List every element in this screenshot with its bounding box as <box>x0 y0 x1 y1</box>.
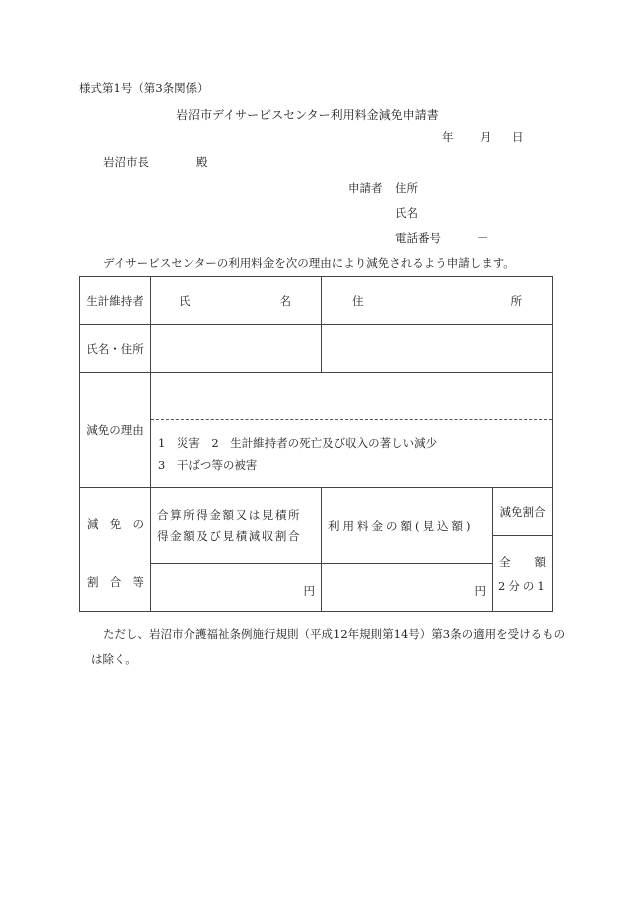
document-title: 岩沼市デイサービスセンター利用料金減免申請書 <box>176 108 439 122</box>
rate-label-char-1: 減 <box>87 517 99 531</box>
address-header-char-2: 所 <box>510 293 522 308</box>
reason-row <box>80 373 553 488</box>
rate-half[interactable]: 2分の1 <box>498 578 548 593</box>
phone-separator: － <box>477 231 489 245</box>
applicant-name-label: 氏名 <box>395 206 418 220</box>
rate-value-row <box>80 564 553 612</box>
income-header-line-2: 得金額及び見積減収割合 <box>157 528 302 543</box>
supporter-label-cell <box>80 277 151 325</box>
rate-label-char-6: 等 <box>132 575 144 589</box>
rate-options-cell <box>493 536 553 612</box>
fee-yen: 円 <box>474 584 486 598</box>
rate-label-char-4: 割 <box>87 575 99 589</box>
reason-input[interactable] <box>151 373 552 419</box>
form-number: 様式第1号（第3条関係） <box>79 81 209 95</box>
rate-label-cell <box>80 488 151 612</box>
rate-label-char-3: の <box>132 517 144 531</box>
addressee-honorific: 殿 <box>196 155 208 169</box>
income-yen: 円 <box>303 584 315 598</box>
rate-full-char-2: 額 <box>534 554 546 569</box>
rate-label-char-2: 免 <box>109 517 122 531</box>
name-address-label-cell <box>80 325 151 373</box>
rate-header-row <box>80 488 553 536</box>
reason-cell <box>151 373 553 488</box>
applicant-phone-label: 電話番号 <box>395 231 441 245</box>
applicant-label: 申請者 <box>348 181 383 195</box>
reason-label-cell <box>80 373 151 488</box>
income-value-cell[interactable] <box>151 564 322 612</box>
footnote-line-1: ただし、岩沼市介護福祉条例施行規則（平成12年規則第14号）第3条の適用を受けるもの <box>103 627 566 641</box>
rate-header-cell <box>493 488 553 536</box>
reason-options-line-2: 3 干ばつ等の被害 <box>158 458 258 472</box>
intro-text: デイサービスセンターの利用料金を次の理由により減免されるよう申請します。 <box>103 256 515 270</box>
name-header-char-1: 氏 <box>179 293 191 308</box>
header-row <box>80 277 553 325</box>
applicant-address-label: 住所 <box>395 181 418 195</box>
rate-full-char-1: 全 <box>499 554 511 569</box>
rate-label-char-5: 合 <box>109 575 122 589</box>
reason-label: 減免の理由 <box>86 423 144 437</box>
rate-full[interactable] <box>493 554 552 570</box>
rate-label-line-1 <box>87 516 144 532</box>
supporter-address-input[interactable] <box>322 325 553 373</box>
reason-options-line-1: 1 災害 2 生計維持者の死亡及び収入の著しい減少 <box>158 436 438 450</box>
supporter-name-input[interactable] <box>151 325 322 373</box>
name-address-label: 氏名・住所 <box>86 341 144 356</box>
footnote-line-2: は除く。 <box>91 652 137 666</box>
fee-value-cell[interactable] <box>322 564 493 612</box>
address-header-char-1: 住 <box>352 293 364 308</box>
name-header-cell <box>151 277 322 325</box>
application-table <box>79 276 553 612</box>
reason-options <box>151 419 552 476</box>
address-header-cell <box>322 277 553 325</box>
fee-header-cell <box>322 488 493 564</box>
rate-label-line-2 <box>87 574 144 590</box>
supporter-label: 生計維持者 <box>86 293 144 308</box>
addressee-name: 岩沼市長 <box>103 155 149 169</box>
income-header-cell <box>151 488 322 564</box>
date-day-label: 日 <box>512 130 524 144</box>
income-header-line-1: 合算所得金額又は見積所 <box>157 507 302 522</box>
name-header-char-2: 名 <box>279 293 291 308</box>
date-year-label: 年 <box>442 130 454 144</box>
rate-header: 減免割合 <box>499 504 546 519</box>
fee-header: 利用料金の額(見込額) <box>328 518 474 533</box>
date-month-label: 月 <box>480 130 492 144</box>
name-address-row <box>80 325 553 373</box>
